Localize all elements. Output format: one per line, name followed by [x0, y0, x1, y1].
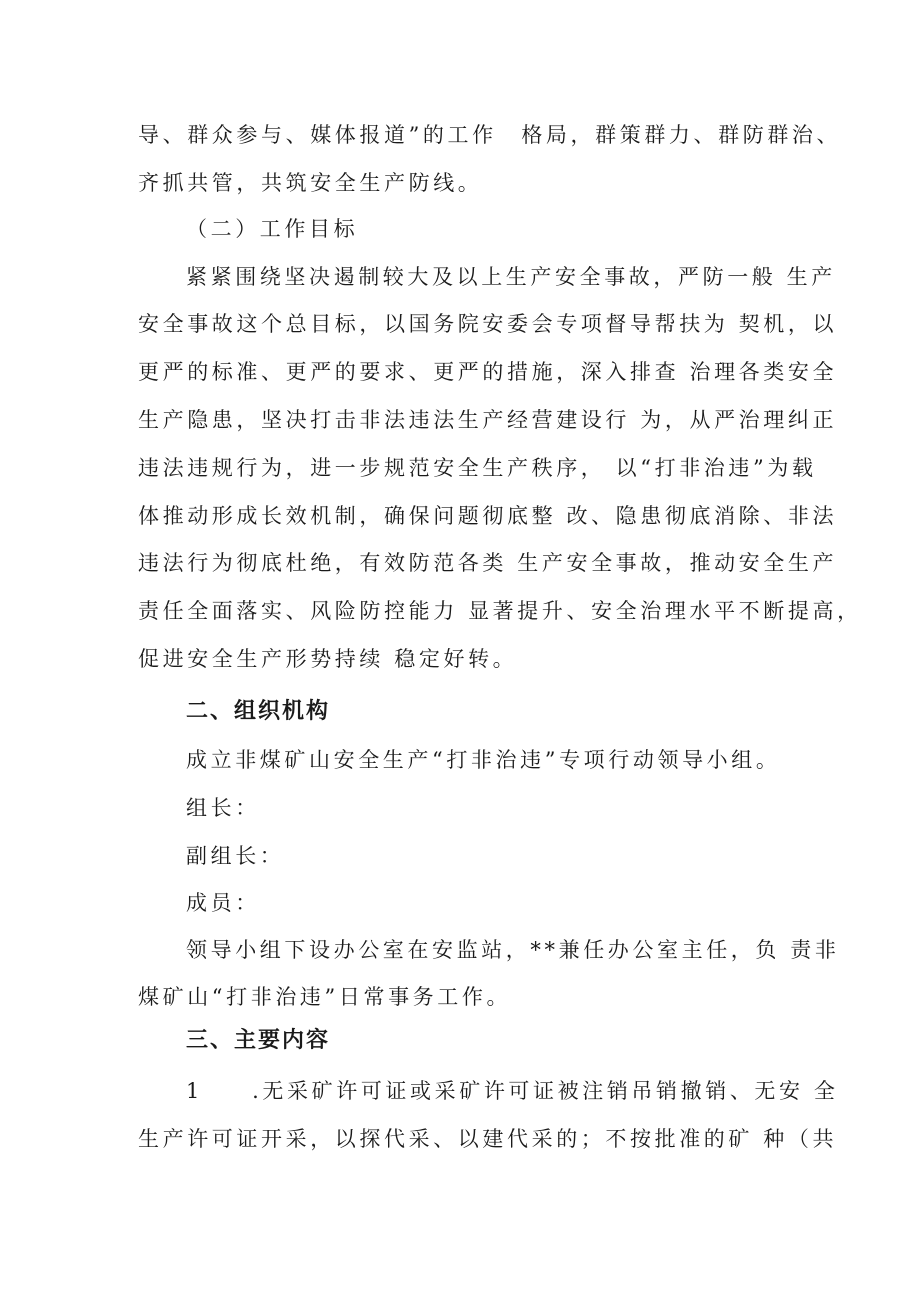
- subsection-goal-heading: （二）工作目标: [186, 217, 359, 241]
- section-three-heading: 三、主要内容: [186, 1028, 331, 1053]
- section-two-intro: 成立非煤矿山安全生产“打非治违”专项行动领导小组。: [186, 748, 781, 772]
- section-two-heading: 二、组织机构: [186, 699, 331, 724]
- office-line-2: 煤矿山“打非治违”日常事务工作。: [138, 985, 512, 1009]
- goal-line-8: 责任全面落实、风险防控能力 显著提升、安全治理水平不断提高，: [138, 599, 862, 623]
- intro-line-2: 齐抓共管，共筑安全生产防线。: [138, 171, 483, 195]
- goal-line-7: 违法行为彻底杜绝，有效防范各类 生产安全事故，推动安全生产: [138, 551, 838, 575]
- leader-label: 组长：: [186, 796, 260, 820]
- intro-line-1: 导、群众参与、媒体报道”的工作 格局，群策群力、群防群治、: [138, 123, 842, 147]
- goal-line-3: 更严的标准、更严的要求、更严的措施，深入排查 治理各类安全: [138, 360, 838, 384]
- office-line-1: 领导小组下设办公室在安监站，**兼任办公室主任，负 责非: [186, 938, 840, 962]
- item-1-line-1: 1 .无采矿许可证或采矿许可证被注销吊销撤销、无安 全: [186, 1079, 839, 1103]
- goal-line-1: 紧紧围绕坚决遏制较大及以上生产安全事故，严防一般 生产: [186, 265, 836, 289]
- deputy-leader-label: 副组长：: [186, 844, 285, 868]
- members-label: 成员：: [186, 891, 260, 915]
- goal-line-2: 安全事故这个总目标，以国务院安委会专项督导帮扶为 契机，以: [138, 312, 838, 336]
- goal-line-9: 促进安全生产形势持续 稳定好转。: [138, 647, 518, 671]
- item-1-line-2: 生产许可证开采，以探代采、以建代采的；不按批准的矿 种（共: [138, 1127, 838, 1151]
- goal-line-4: 生产隐患，坚决打击非法违法生产经营建设行 为，从严治理纠正: [138, 408, 838, 432]
- goal-line-5: 违法违规行为，进一步规范安全生产秩序， 以“打非治违”为载: [138, 456, 817, 480]
- goal-line-6: 体推动形成长效机制，确保问题彻底整 改、隐患彻底消除、非法: [138, 504, 838, 528]
